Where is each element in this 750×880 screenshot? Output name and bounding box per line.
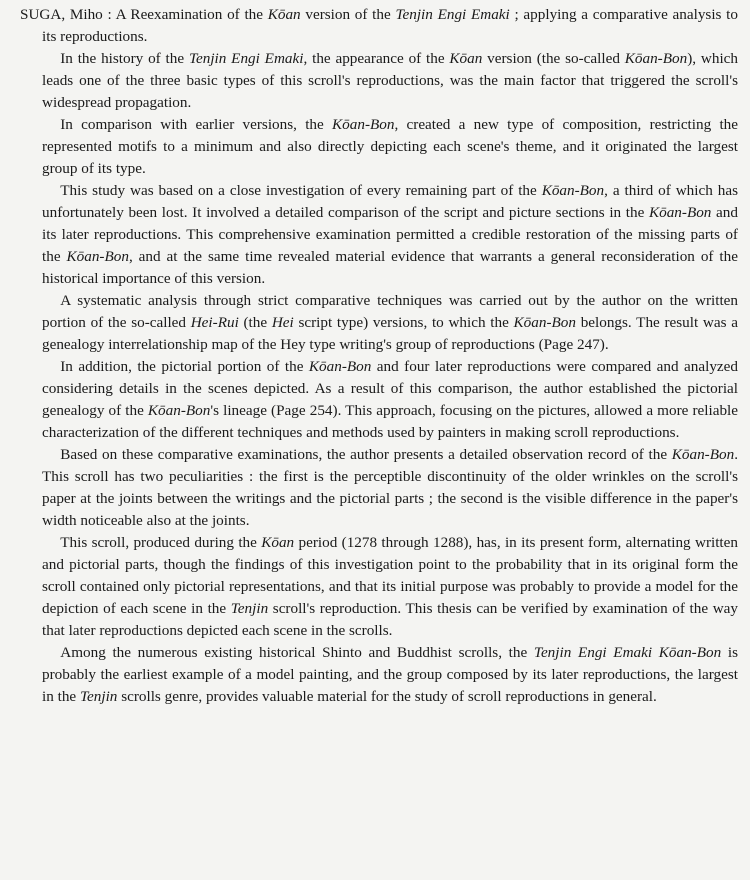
text-run: A systematic analysis through strict comparative techniques was carried out by the author on the written portion of the so-called (42, 292, 738, 331)
text-run: Among the numerous existing historical Shinto and Buddhist scrolls, the (60, 644, 534, 661)
italic-term: Hei-Rui (190, 314, 239, 331)
text-run: This study was based on a close investigation of every remaining part of the (60, 182, 542, 199)
text-run: ; applying a comparative analysis to its reproductions. (42, 6, 738, 45)
body-paragraph (20, 290, 738, 356)
text-run: , created a new type of composition, restricting the represented motifs to a minimum and also directly depicting each scene's theme, and it originated the largest group of its type. (42, 116, 738, 177)
italic-term: Tenjin Engi Emaki (188, 50, 304, 67)
text-run: and its later reproductions. This comprehensive examination permitted a credible restoration of the missing parts of the (42, 204, 738, 265)
italic-term: Kōan-Bon (66, 248, 129, 265)
article-body (20, 48, 738, 708)
text-run: Based on these comparative examinations, the author presents a detailed observation record of the (60, 446, 672, 463)
article-heading (20, 4, 738, 48)
text-run: . This scroll has two peculiarities : the first is the perceptible discontinuity of the older wrinkles on the scroll's paper at the joints between the writings and the pictorial parts ; the second is the visible difference in the paper's width noticeable also at the joints. (42, 446, 738, 529)
text-run: (the (238, 314, 272, 331)
body-paragraph (20, 532, 738, 642)
italic-term: Kōan-Bon (671, 446, 735, 463)
body-paragraph (20, 180, 738, 290)
body-paragraph (20, 444, 738, 532)
italic-term: Kōan (267, 6, 301, 23)
text-run: scroll's reproduction. This thesis can be verified by examination of the way that later reproductions depicted each scene in the scrolls. (42, 600, 738, 639)
text-run: This scroll, produced during the (60, 534, 262, 551)
italic-term: Kōan-Bon (624, 50, 688, 67)
text-run: scrolls genre, provides valuable material for the study of scroll reproductions in general. (117, 688, 657, 705)
italic-term: Tenjin (230, 600, 269, 617)
italic-term: Tenjin Engi Emaki (395, 6, 510, 23)
text-run: script type) versions, to which the (293, 314, 514, 331)
italic-term: Kōan-Bon (541, 182, 605, 199)
italic-term: Kōan-Bon (147, 402, 211, 419)
italic-term: Hei (271, 314, 294, 331)
body-paragraph (20, 642, 738, 708)
italic-term: Kōan-Bon (513, 314, 576, 331)
body-paragraph (20, 356, 738, 444)
text-run: , a third of which has unfortunately been lost. It involved a detailed comparison of the script and picture sections in the (42, 182, 738, 221)
text-run: , the appearance of the (303, 50, 450, 67)
body-paragraph (20, 114, 738, 180)
text-run: is probably the earliest example of a model painting, and the group composed by its later reproductions, the largest in the (42, 644, 738, 705)
text-run: ), which leads one of the three basic types of this scroll's reproductions, was the main factor that triggered the scroll's widespread propagation. (42, 50, 738, 111)
italic-term: Tenjin (79, 688, 118, 705)
text-run: In addition, the pictorial portion of the (60, 358, 309, 375)
text-run: and four later reproductions were compared and analyzed considering details in the scenes depicted. As a result of this comparison, the author established the pictorial genealogy of the (42, 358, 738, 419)
text-run: In comparison with earlier versions, the (60, 116, 333, 133)
italic-term: Kōan-Bon (648, 204, 712, 221)
italic-term: Kōan-Bon (308, 358, 372, 375)
body-paragraph (20, 48, 738, 114)
text-run: period (1278 through 1288), has, in its present form, alternating written and pictorial parts, though the findings of this investigation point to the probability that in its original form the scroll contained only pictorial representations, and that its initial purpose was probably to provide a model for the depiction of each scene in the (42, 534, 738, 617)
text-run: In the history of the (60, 50, 189, 67)
text-run: , and at the same time revealed material evidence that warrants a general reconsideration of the historical importance of this version. (42, 248, 738, 287)
text-run: version (the so-called (482, 50, 625, 67)
text-run: belongs. The result was a genealogy interrelationship map of the Hey type writing's group of reproductions (Page 247). (42, 314, 738, 353)
italic-term: Kōan (449, 50, 483, 67)
text-run: version of the (300, 6, 396, 23)
italic-term: Kōan-Bon (332, 116, 395, 133)
text-run: 's lineage (Page 254). This approach, focusing on the pictures, allowed a more reliable characterization of the different techniques and methods used by painters in making scroll reproductions. (42, 402, 738, 441)
italic-term: Kōan (261, 534, 295, 551)
italic-term: Tenjin Engi Emaki Kōan-Bon (533, 644, 722, 661)
text-run: SUGA, Miho : A Reexamination of the (20, 6, 268, 23)
